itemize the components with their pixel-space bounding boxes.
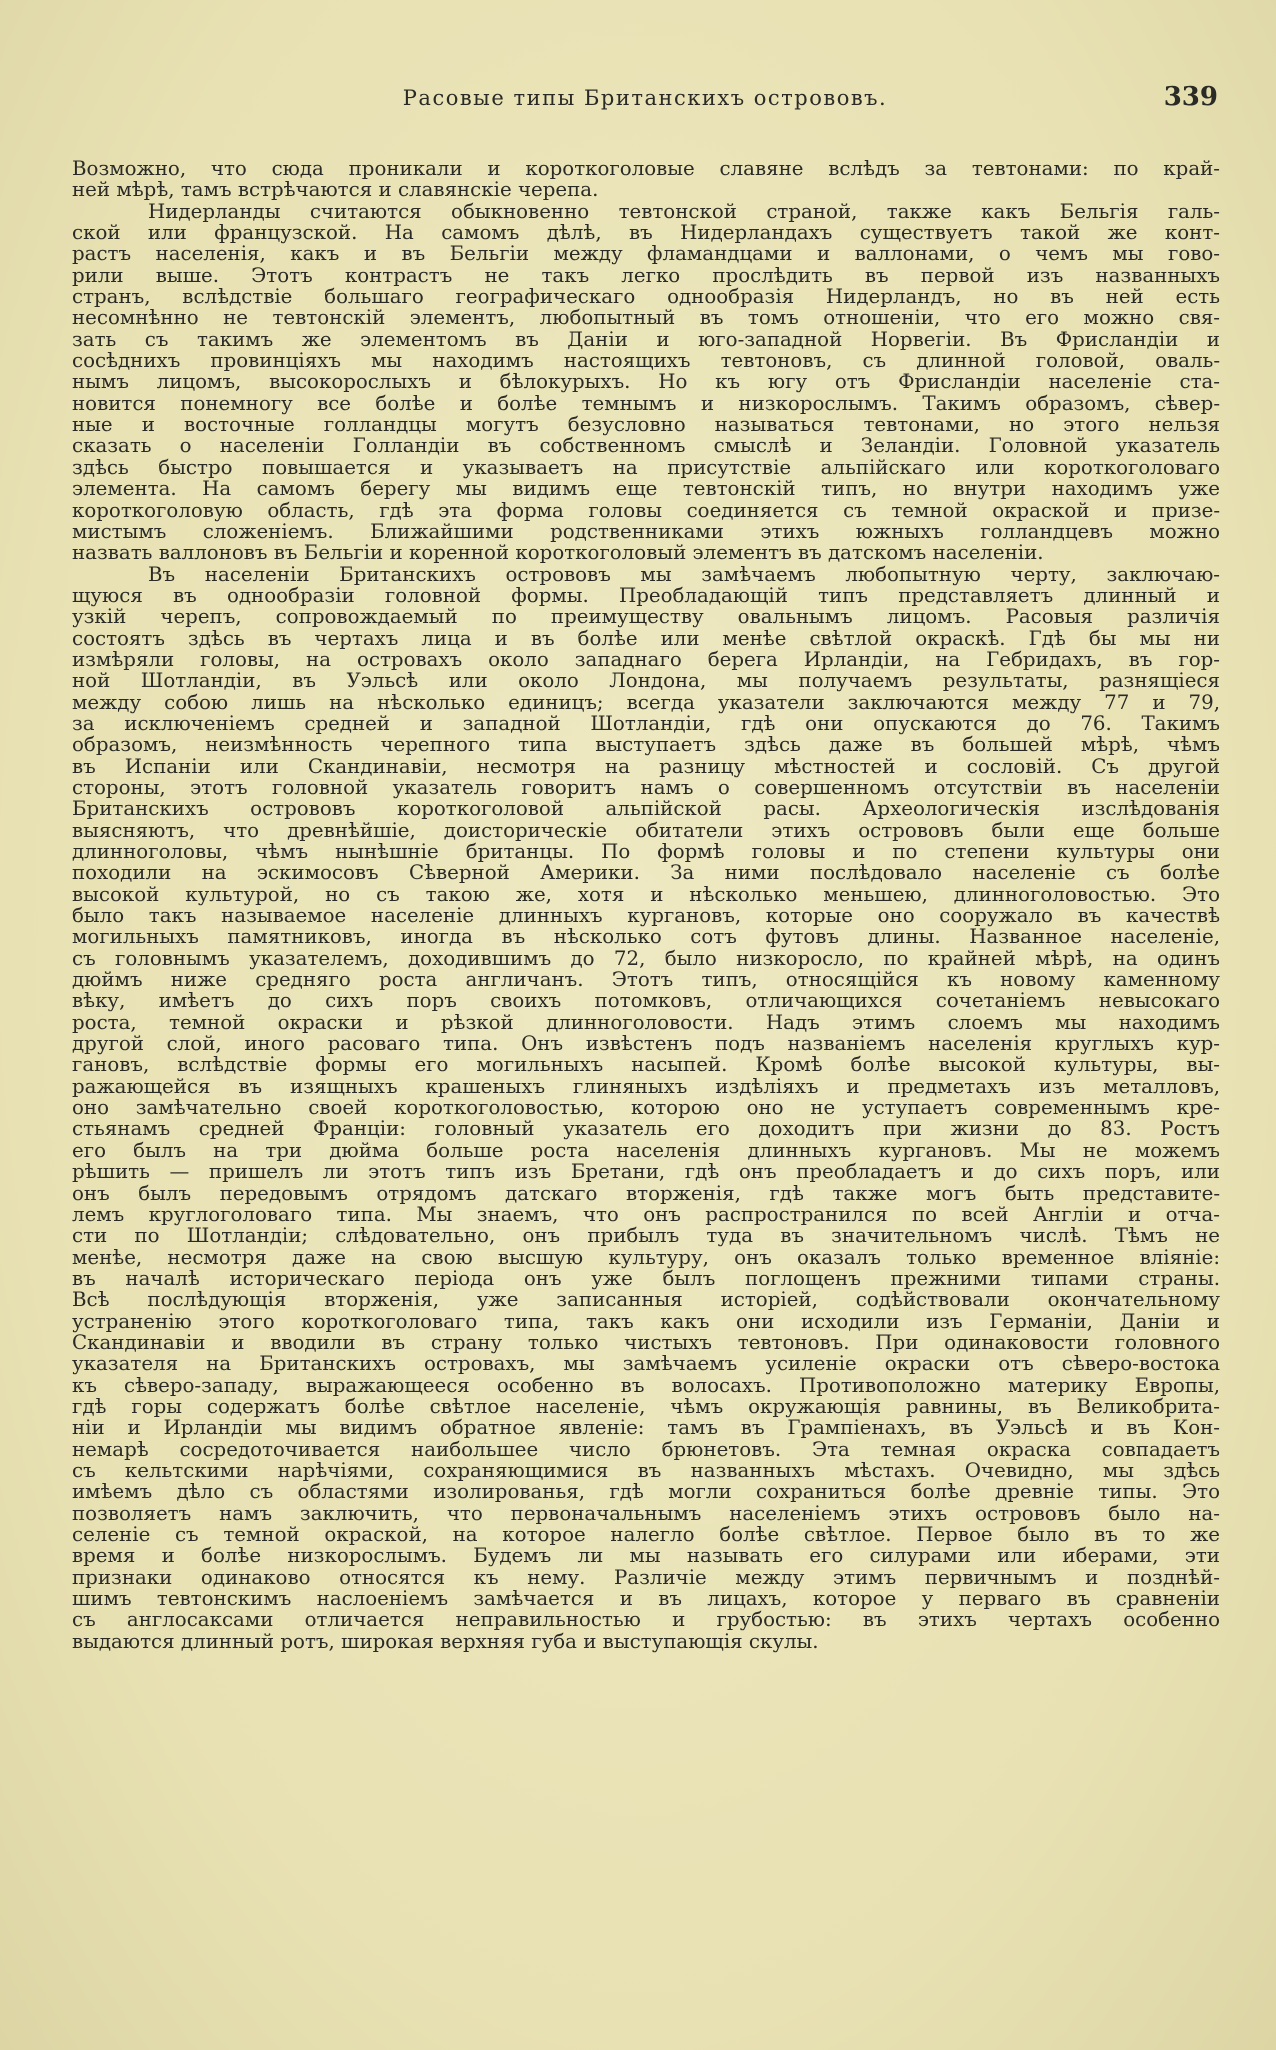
text-line: мистымъ сложеніемъ. Ближайшими родственниками этихъ южныхъ голландцевъ можно bbox=[72, 519, 1220, 543]
text-line: выясняютъ, что древнѣйшіе, доисторическіе обитатели этихъ острововъ были еще больше bbox=[72, 818, 1220, 842]
text-line: съ англосаксами отличается неправильностью и грубостью: въ этихъ чертахъ особенно bbox=[72, 1608, 1220, 1632]
text-line: щуюся въ однообразіи головной формы. Преобладающій типъ представляетъ длинный и bbox=[72, 583, 1220, 607]
text-line: гдѣ горы содержатъ болѣе свѣтлое населеніе, чѣмъ окружающія равнины, въ Великобрита- bbox=[72, 1394, 1220, 1418]
text-line: ней мѣрѣ, тамъ встрѣчаются и славянскіе черепа. bbox=[72, 178, 599, 202]
text-line: между собою лишь на нѣсколько единицъ; всегда указатели заключаются между 77 и 79, bbox=[72, 690, 1220, 714]
text-line: его былъ на три дюйма больше роста населенія длинныхъ кургановъ. Мы не можемъ bbox=[72, 1138, 1220, 1162]
text-line: съ кельтскими нарѣчіями, сохраняющимися въ названныхъ мѣстахъ. Очевидно, мы здѣсь bbox=[72, 1458, 1220, 1482]
text-line: нымъ лицомъ, высокорослыхъ и бѣлокурыхъ. Но къ югу отъ Фрисландіи населеніе ста- bbox=[72, 370, 1220, 394]
text-line: шимъ тевтонскимъ наслоеніемъ замѣчается и въ лицахъ, которое у перваго въ сравненіи bbox=[72, 1587, 1220, 1611]
text-line: указателя на Британскихъ островахъ, мы замѣчаемъ усиленіе окраски отъ сѣверо-востока bbox=[72, 1352, 1220, 1376]
text-line: длинноголовы, чѣмъ нынѣшніе британцы. По формѣ головы и по степени культуры они bbox=[72, 840, 1220, 863]
text-line: странъ, вслѣдствіе большаго географическаго однообразія Нидерландъ, но въ ней есть bbox=[72, 285, 1220, 309]
text-line: измѣряли головы, на островахъ около западнаго берега Ирландіи, на Гебридахъ, въ гор- bbox=[72, 647, 1220, 671]
text-line: немарѣ сосредоточивается наибольшее число брюнетовъ. Эта темная окраска совпадаетъ bbox=[72, 1437, 1220, 1461]
text-line: ніи и Ирландіи мы видимъ обратное явленіе: тамъ въ Грампіенахъ, въ Уэльсѣ и въ Кон- bbox=[72, 1416, 1220, 1440]
text-line: время и болѣе низкорослымъ. Будемъ ли мы называть его силурами или иберами, эти bbox=[72, 1544, 1220, 1568]
text-line: ной Шотландіи, въ Уэльсѣ или около Лондона, мы получаемъ результаты, разнящіеся bbox=[72, 669, 1220, 693]
text-line: Скандинавіи и вводили въ страну только чистыхъ тевтоновъ. При одинаковости головного bbox=[72, 1330, 1220, 1354]
text-line: выдаются длинный ротъ, широкая верхняя губа и выступающія скулы. bbox=[72, 1629, 819, 1653]
text-line: состоятъ здѣсь въ чертахъ лица и въ болѣе или менѣе свѣтлой окраскѣ. Гдѣ бы мы ни bbox=[72, 626, 1220, 650]
text-line: могильныхъ памятниковъ, иногда въ нѣсколько сотъ футовъ длины. Названное населеніе, bbox=[72, 925, 1220, 949]
text-line: устраненію этого короткоголоваго типа, такъ какъ они исходили изъ Германіи, Даніи и bbox=[72, 1309, 1220, 1333]
text-line: новится понемногу все болѣе и болѣе темнымъ и низкорослымъ. Такимъ образомъ, сѣвер- bbox=[72, 391, 1220, 415]
paragraph bbox=[72, 201, 1220, 564]
text-line: другой слой, иного расоваго типа. Онъ извѣстенъ подъ названіемъ населенія круглыхъ кур- bbox=[72, 1032, 1220, 1056]
text-line: селеніе съ темной окраской, на которое налегло болѣе свѣтлое. Первое было въ то же bbox=[72, 1523, 1220, 1546]
text-line: позволяетъ намъ заключить, что первоначальнымъ населеніемъ этихъ острововъ было на- bbox=[72, 1501, 1220, 1525]
text-line: Нидерланды считаются обыкновенно тевтонской страной, также какъ Бельгія галь- bbox=[148, 199, 1220, 223]
text-line: съ головнымъ указателемъ, доходившимъ до 72, было низкорослο, по крайней мѣрѣ, на одинъ bbox=[72, 946, 1220, 970]
text-line: образомъ, неизмѣнность черепного типа выступаетъ здѣсь даже въ большей мѣрѣ, чѣмъ bbox=[72, 733, 1220, 757]
text-line: ской или французской. На самомъ дѣлѣ, въ Нидерландахъ существуетъ такой же конт- bbox=[72, 221, 1220, 245]
text-line: Въ населеніи Британскихъ острововъ мы замѣчаемъ любопытную черту, заключаю- bbox=[148, 562, 1220, 586]
text-line: оно замѣчательно своей короткоголовостью, которою оно не уступаетъ современнымъ кре- bbox=[72, 1096, 1220, 1120]
text-line: короткоголовую область, гдѣ эта форма головы соединяется съ темной окраской и призе- bbox=[72, 498, 1220, 522]
text-line: роста, темной окраски и рѣзкой длинноголовости. Надъ этимъ слоемъ мы находимъ bbox=[72, 1010, 1220, 1034]
text-line: высокой культурой, но съ такою же, хотя и нѣсколько меньшею, длинноголовостью. Это bbox=[72, 882, 1220, 906]
text-line: здѣсь быстро повышается и указываетъ на присутствіе альпійскаго или короткоголоваго bbox=[72, 455, 1220, 479]
text-line: въ Испаніи или Скандинавіи, несмотря на разницу мѣстностей и сословій. Съ другой bbox=[72, 754, 1220, 778]
text-line: сосѣднихъ провинціяхъ мы находимъ настоящихъ тевтоновъ, съ длинной головой, оваль- bbox=[72, 349, 1220, 373]
paragraph bbox=[72, 158, 1220, 201]
text-line: стьянамъ средней Франціи: головный указатель его доходитъ при жизни до 83. Ростъ bbox=[72, 1117, 1220, 1141]
text-line: Британскихъ острововъ короткоголовой альпійской расы. Археологическія изслѣдованія bbox=[72, 797, 1220, 821]
page-header bbox=[72, 82, 1218, 126]
text-line: къ сѣверо-западу, выражающееся особенно въ волосахъ. Противоположно материку Европы, bbox=[72, 1373, 1220, 1397]
text-line: было такъ называемое населеніе длинныхъ кургановъ, которые оно сооружало въ качествѣ bbox=[72, 904, 1220, 928]
text-line: ные и восточные голландцы могутъ безусловно называться тевтонами, но этого нельзя bbox=[72, 413, 1220, 437]
text-line: рѣшить — пришелъ ли этотъ типъ изъ Бретани, гдѣ онъ преобладаетъ и до сихъ поръ, или bbox=[72, 1160, 1220, 1184]
text-line: признаки одинаково относятся къ нему. Различіе между этимъ первичнымъ и позднѣй- bbox=[72, 1565, 1220, 1589]
text-line: Возможно, что сюда проникали и короткоголовые славяне вслѣдъ за тевтонами: по край- bbox=[72, 157, 1220, 180]
text-line: сти по Шотландіи; слѣдовательно, онъ прибылъ туда въ значительномъ числѣ. Тѣмъ не bbox=[72, 1224, 1220, 1248]
text-line: походили на эскимосовъ Сѣверной Америки. За ними послѣдовало населеніе съ болѣе bbox=[72, 861, 1220, 885]
text-line: за исключеніемъ средней и западной Шотландіи, гдѣ они опускаются до 76. Такимъ bbox=[72, 711, 1220, 735]
text-line: сказать о населеніи Голландіи въ собственномъ смыслѣ и Зеландіи. Головной указатель bbox=[72, 434, 1220, 458]
text-line: несомнѣнно не тевтонскій элементъ, любопытный въ томъ отношеніи, что его можно свя- bbox=[72, 306, 1220, 330]
text-line: стороны, этотъ головной указатель говоритъ намъ о совершенномъ отсутствіи въ населеніи bbox=[72, 775, 1220, 799]
text-line: менѣе, несмотря даже на свою высшую культуру, онъ оказалъ только временное вліяніе: bbox=[72, 1245, 1220, 1269]
text-line: растъ населенія, какъ и въ Бельгіи между фламандцами и валлонами, о чемъ мы гово- bbox=[72, 242, 1220, 266]
text-line: въ началѣ историческаго періода онъ уже былъ поглощенъ прежними типами страны. bbox=[72, 1266, 1220, 1290]
paragraph bbox=[72, 564, 1220, 1653]
page-number: 339 bbox=[1163, 82, 1218, 112]
text-line: узкій черепъ, сопровождаемый по преимуществу овальнымъ лицомъ. Расовыя различія bbox=[72, 605, 1220, 629]
text-line: онъ былъ передовымъ отрядомъ датскаго вторженія, гдѣ также могъ быть представите- bbox=[72, 1181, 1220, 1205]
text-line: ражающейся въ изящныхъ крашеныхъ глиняныхъ издѣліяхъ и предметахъ изъ металловъ, bbox=[72, 1074, 1220, 1098]
body-text bbox=[72, 158, 1220, 1652]
text-line: имѣемъ дѣло съ областями изолированья, гдѣ могли сохраниться болѣе древніе типы. Это bbox=[72, 1480, 1220, 1504]
text-line: назвать валлоновъ въ Бельгіи и коренной короткоголовый элементъ въ датскомъ населеніи. bbox=[72, 541, 1044, 565]
text-line: зать съ такимъ же элементомъ въ Даніи и юго-западной Норвегіи. Въ Фрисландіи и bbox=[72, 327, 1220, 351]
text-line: рили выше. Этотъ контрастъ не такъ легко прослѣдить въ первой изъ названныхъ bbox=[72, 263, 1220, 287]
running-title: Расовые типы Британскихъ острововъ. bbox=[402, 86, 888, 110]
text-line: гановъ, вслѣдствіе формы его могильныхъ насыпей. Кромѣ болѣе высокой культуры, вы- bbox=[72, 1053, 1220, 1077]
text-line: дюймъ ниже средняго роста англичанъ. Этотъ типъ, относящійся къ новому каменному bbox=[72, 968, 1220, 992]
text-line: лемъ круглоголоваго типа. Мы знаемъ, что онъ распространился по всей Англіи и отча- bbox=[72, 1202, 1220, 1226]
text-line: вѣку, имѣетъ до сихъ поръ своихъ потомковъ, отличающихся сочетаніемъ невысокаго bbox=[72, 989, 1220, 1013]
text-line: Всѣ послѣдующія вторженія, уже записанныя исторіей, содѣйствовали окончательному bbox=[72, 1288, 1220, 1312]
text-line: элемента. На самомъ берегу мы видимъ еще тевтонскій типъ, но внутри находимъ уже bbox=[72, 477, 1220, 501]
